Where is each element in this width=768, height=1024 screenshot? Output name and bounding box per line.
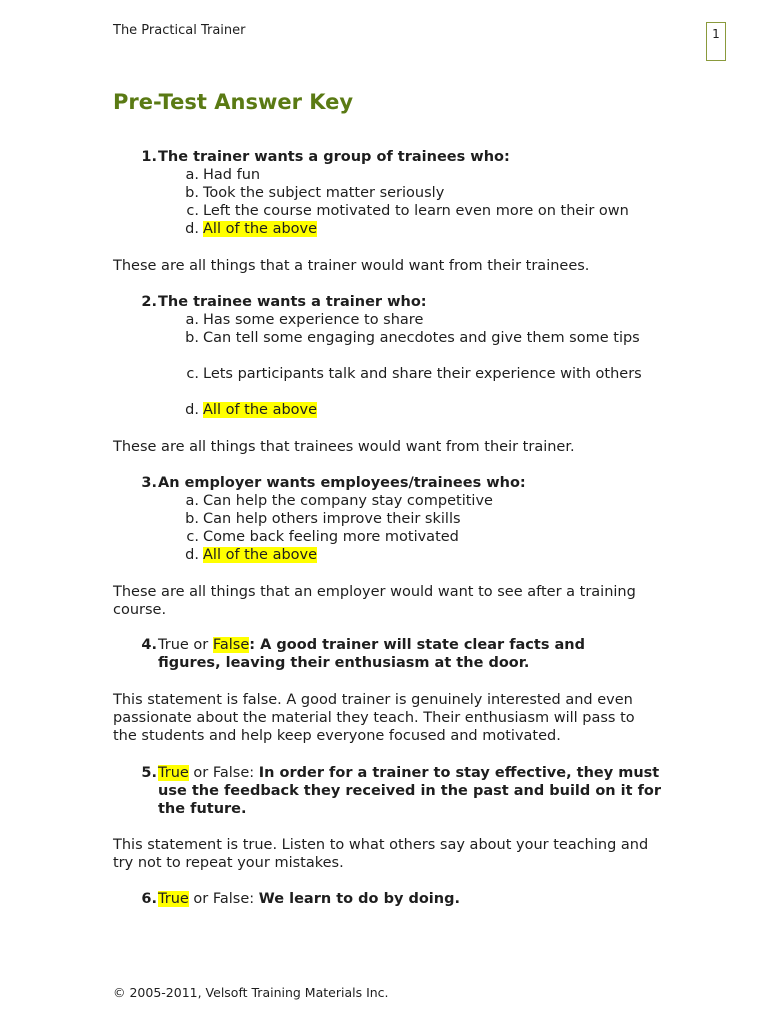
question-number: 2. [141, 294, 157, 310]
option-text: Has some experience to share [203, 312, 424, 328]
correct-answer-highlight: False [212, 637, 250, 653]
question-number: 1. [141, 149, 157, 165]
option-letter: d. [185, 402, 199, 418]
correct-answer-highlight: True [158, 891, 189, 907]
option-letter: c. [186, 529, 199, 545]
explanation-3: These are all things that an employer would want to see after a training course. [113, 584, 636, 618]
correct-answer-highlight: All of the above [203, 221, 318, 237]
question-text: An employer wants employees/trainees who: [158, 475, 526, 491]
correct-answer-highlight: All of the above [203, 547, 318, 563]
choice-true: True [158, 637, 189, 653]
option-letter: d. [185, 221, 199, 237]
question-number: 4. [141, 637, 157, 653]
choice-rest: or False: [188, 891, 259, 907]
question-number: 6. [141, 891, 157, 907]
option-letter: c. [186, 366, 199, 382]
question-text: The trainer wants a group of trainees who: [158, 149, 510, 165]
option-text: Can tell some engaging anecdotes and give them some tips [203, 330, 640, 346]
option-text: Can help the company stay competitive [203, 493, 493, 509]
correct-answer-highlight: All of the above [203, 402, 318, 418]
option-letter: b. [185, 330, 199, 346]
question-text: The trainee wants a trainer who: [158, 294, 427, 310]
question-number: 3. [141, 475, 157, 491]
choice-or: or [188, 637, 213, 653]
question-number: 5. [141, 765, 157, 781]
explanation-2: These are all things that trainees would want from their trainer. [113, 439, 575, 455]
explanation-5: This statement is true. Listen to what others say about your teaching and try not to repeat your mistakes. [113, 837, 649, 871]
option-letter: a. [185, 312, 199, 328]
correct-answer-highlight: True [158, 765, 189, 781]
option-letter: b. [185, 511, 199, 527]
option-text: Had fun [203, 167, 261, 183]
page-title: Pre-Test Answer Key [113, 90, 354, 114]
running-header: The Practical Trainer [113, 23, 246, 38]
option-letter: a. [185, 167, 199, 183]
explanation-4: This statement is false. A good trainer is genuinely interested and even passionate about the material they teach. Their enthusiasm will pass to the students and help keep everyone focused and motivated. [113, 692, 635, 744]
option-text: Left the course motivated to learn even more on their own [203, 203, 629, 219]
option-letter: c. [186, 203, 199, 219]
question-text: : A good trainer will state clear facts and figures, leaving their enthusiasm at the door. [158, 637, 586, 671]
option-letter: d. [185, 547, 199, 563]
option-letter: a. [185, 493, 199, 509]
choice-rest: or False: [188, 765, 259, 781]
question-text: In order for a trainer to stay effective, they must use the feedback they received in the past and build on it for the future. [158, 765, 662, 817]
explanation-1: These are all things that a trainer would want from their trainees. [113, 258, 590, 274]
page-number: 1 [706, 22, 726, 61]
option-text: Took the subject matter seriously [203, 185, 445, 201]
option-text: Come back feeling more motivated [203, 529, 459, 545]
question-text: We learn to do by doing. [258, 891, 460, 907]
option-text: Lets participants talk and share their experience with others [203, 366, 642, 382]
footer-copyright: © 2005-2011, Velsoft Training Materials Inc. [113, 985, 389, 1000]
option-text: Can help others improve their skills [203, 511, 461, 527]
option-letter: b. [185, 185, 199, 201]
